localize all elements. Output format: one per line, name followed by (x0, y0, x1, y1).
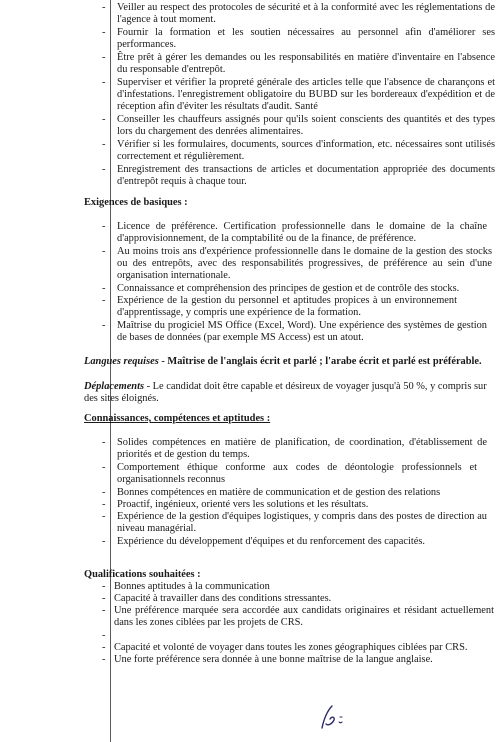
bullet-dash: - (102, 630, 106, 641)
margin-rule (110, 0, 111, 742)
bullet-dash: - (102, 593, 106, 604)
bullet-dash: - (102, 27, 106, 38)
list-item-text: Une forte préférence sera donnée à une bonne maîtrise de la langue anglaise. (114, 654, 433, 665)
bullet-dash: - (102, 295, 106, 306)
list-item-text: Connaissance et compréhension des principes de gestion et de contrôle des stocks. (117, 283, 460, 294)
bullet-dash: - (102, 283, 106, 294)
bullet-dash: - (102, 139, 106, 150)
list-item-text: Licence de préférence. Certification professionnelle dans le domaine de la chaîne d'approvisionnement, de la comptabilité ou de la finance, de préférence. (117, 221, 487, 245)
languages-paragraph (84, 356, 484, 368)
bullet-dash: - (102, 2, 106, 13)
bullet-dash: - (102, 77, 106, 88)
travel-text: - Le candidat doit être capable et désireux de voyager jusqu'à 50 %, y compris sur des sites éloignés. (84, 381, 487, 405)
languages-text: - Maîtrise de l'anglais écrit et parlé ; l'arabe écrit et parlé est préférable. (158, 356, 482, 367)
list-item-text: Expérience du développement d'équipes et du renforcement des capacités. (117, 536, 425, 547)
bullet-dash: - (102, 511, 106, 522)
list-item-text: Au moins trois ans d'expérience professionnelle dans le domaine de la gestion des stocks ou des entrepôts, avec des responsabilités progressives, de préférence au sein d'une organisation internationale. (117, 246, 492, 282)
bullet-dash: - (102, 221, 106, 232)
list-item-text: Veiller au respect des protocoles de sécurité et à la conformité avec les réglementations de l'agence à tout moment. (117, 2, 495, 26)
bullet-dash: - (102, 581, 106, 592)
bullet-dash: - (102, 246, 106, 257)
list-item-text: Vérifier si les formulaires, documents, sources d'information, etc. nécessaires sont utilisés correctement et régulièrement. (117, 139, 495, 163)
list-item-text: Expérience de la gestion d'équipes logistiques, y compris dans des postes de direction au niveau managérial. (117, 511, 487, 535)
list-item-text: Enregistrement des transactions de articles et documentation appropriée des documents d'entrepôt requis à chaque tour. (117, 164, 495, 188)
languages-label: Langues requises (84, 356, 159, 367)
list-item-text: Comportement éthique conforme aux codes de déontologie professionnels et organisationnels reconnus (117, 462, 477, 486)
list-item-text: Superviser et vérifier la propreté générale des articles telle que l'absence de charançons et d'infestations. l'enregistrement obligatoire du BUBD sur les bordereaux d'expédition et de réception afin d'éviter les résultats d'audit. Santé (117, 77, 495, 113)
list-item-text: Bonnes aptitudes à la communication (114, 581, 270, 592)
list-item-text: Maîtrise du progiciel MS Office (Excel, Word). Une expérience des systèmes de gestion de bases de données (par exemple MS Access) est un atout. (117, 320, 487, 344)
bullet-dash: - (102, 164, 106, 175)
bullet-dash: - (102, 114, 106, 125)
list-item-text: Solides compétences en matière de planification, de coordination, d'établissement de priorités et de gestion du temps. (117, 437, 487, 461)
list-item-text: Capacité et volonté de voyager dans toutes les zones géographiques ciblées par CRS. (114, 642, 468, 653)
skills-heading: Connaissances, compétences et aptitudes : (84, 413, 271, 424)
qualifications-heading: Qualifications souhaitées : (84, 569, 201, 580)
bullet-dash: - (102, 437, 106, 448)
bullet-dash: - (102, 499, 106, 510)
bullet-dash: - (102, 536, 106, 547)
bullet-dash: - (102, 654, 106, 665)
travel-paragraph (84, 381, 494, 405)
list-item-text: Capacité à travailler dans des conditions stressantes. (114, 593, 332, 604)
bullet-dash: - (102, 462, 106, 473)
list-item-text: Être prêt à gérer les demandes ou les responsabilités en matière d'inventaire en l'absence du responsable d'entrepôt. (117, 52, 495, 76)
list-item-text: Une préférence marquée sera accordée aux candidats originaires et résidant actuellement dans les zones ciblées par les projets de CRS. (114, 605, 494, 629)
list-item-text: Proactif, ingénieux, orienté vers les solutions et les résultats. (117, 499, 369, 510)
list-item-text: Fournir la formation et les soutien nécessaires au personnel afin d'améliorer ses performances. (117, 27, 495, 51)
handwritten-initials (318, 704, 348, 730)
bullet-dash: - (102, 605, 106, 616)
travel-label: Déplacements (84, 381, 145, 392)
list-item-text: Expérience de la gestion du personnel et aptitudes propices à un environnement d'apprentissage, y compris une expérience de la formation. (117, 295, 457, 319)
bullet-dash: - (102, 642, 106, 653)
list-item-text: Conseiller les chauffeurs assignés pour qu'ils soient conscients des quantités et des types lors du chargement des denrées alimentaires. (117, 114, 495, 138)
bullet-dash: - (102, 320, 106, 331)
basic-requirements-heading: Exigences de basiques : (84, 197, 188, 208)
bullet-dash: - (102, 487, 106, 498)
bullet-dash: - (102, 52, 106, 63)
list-item-text: Bonnes compétences en matière de communication et de gestion des relations (117, 487, 441, 498)
